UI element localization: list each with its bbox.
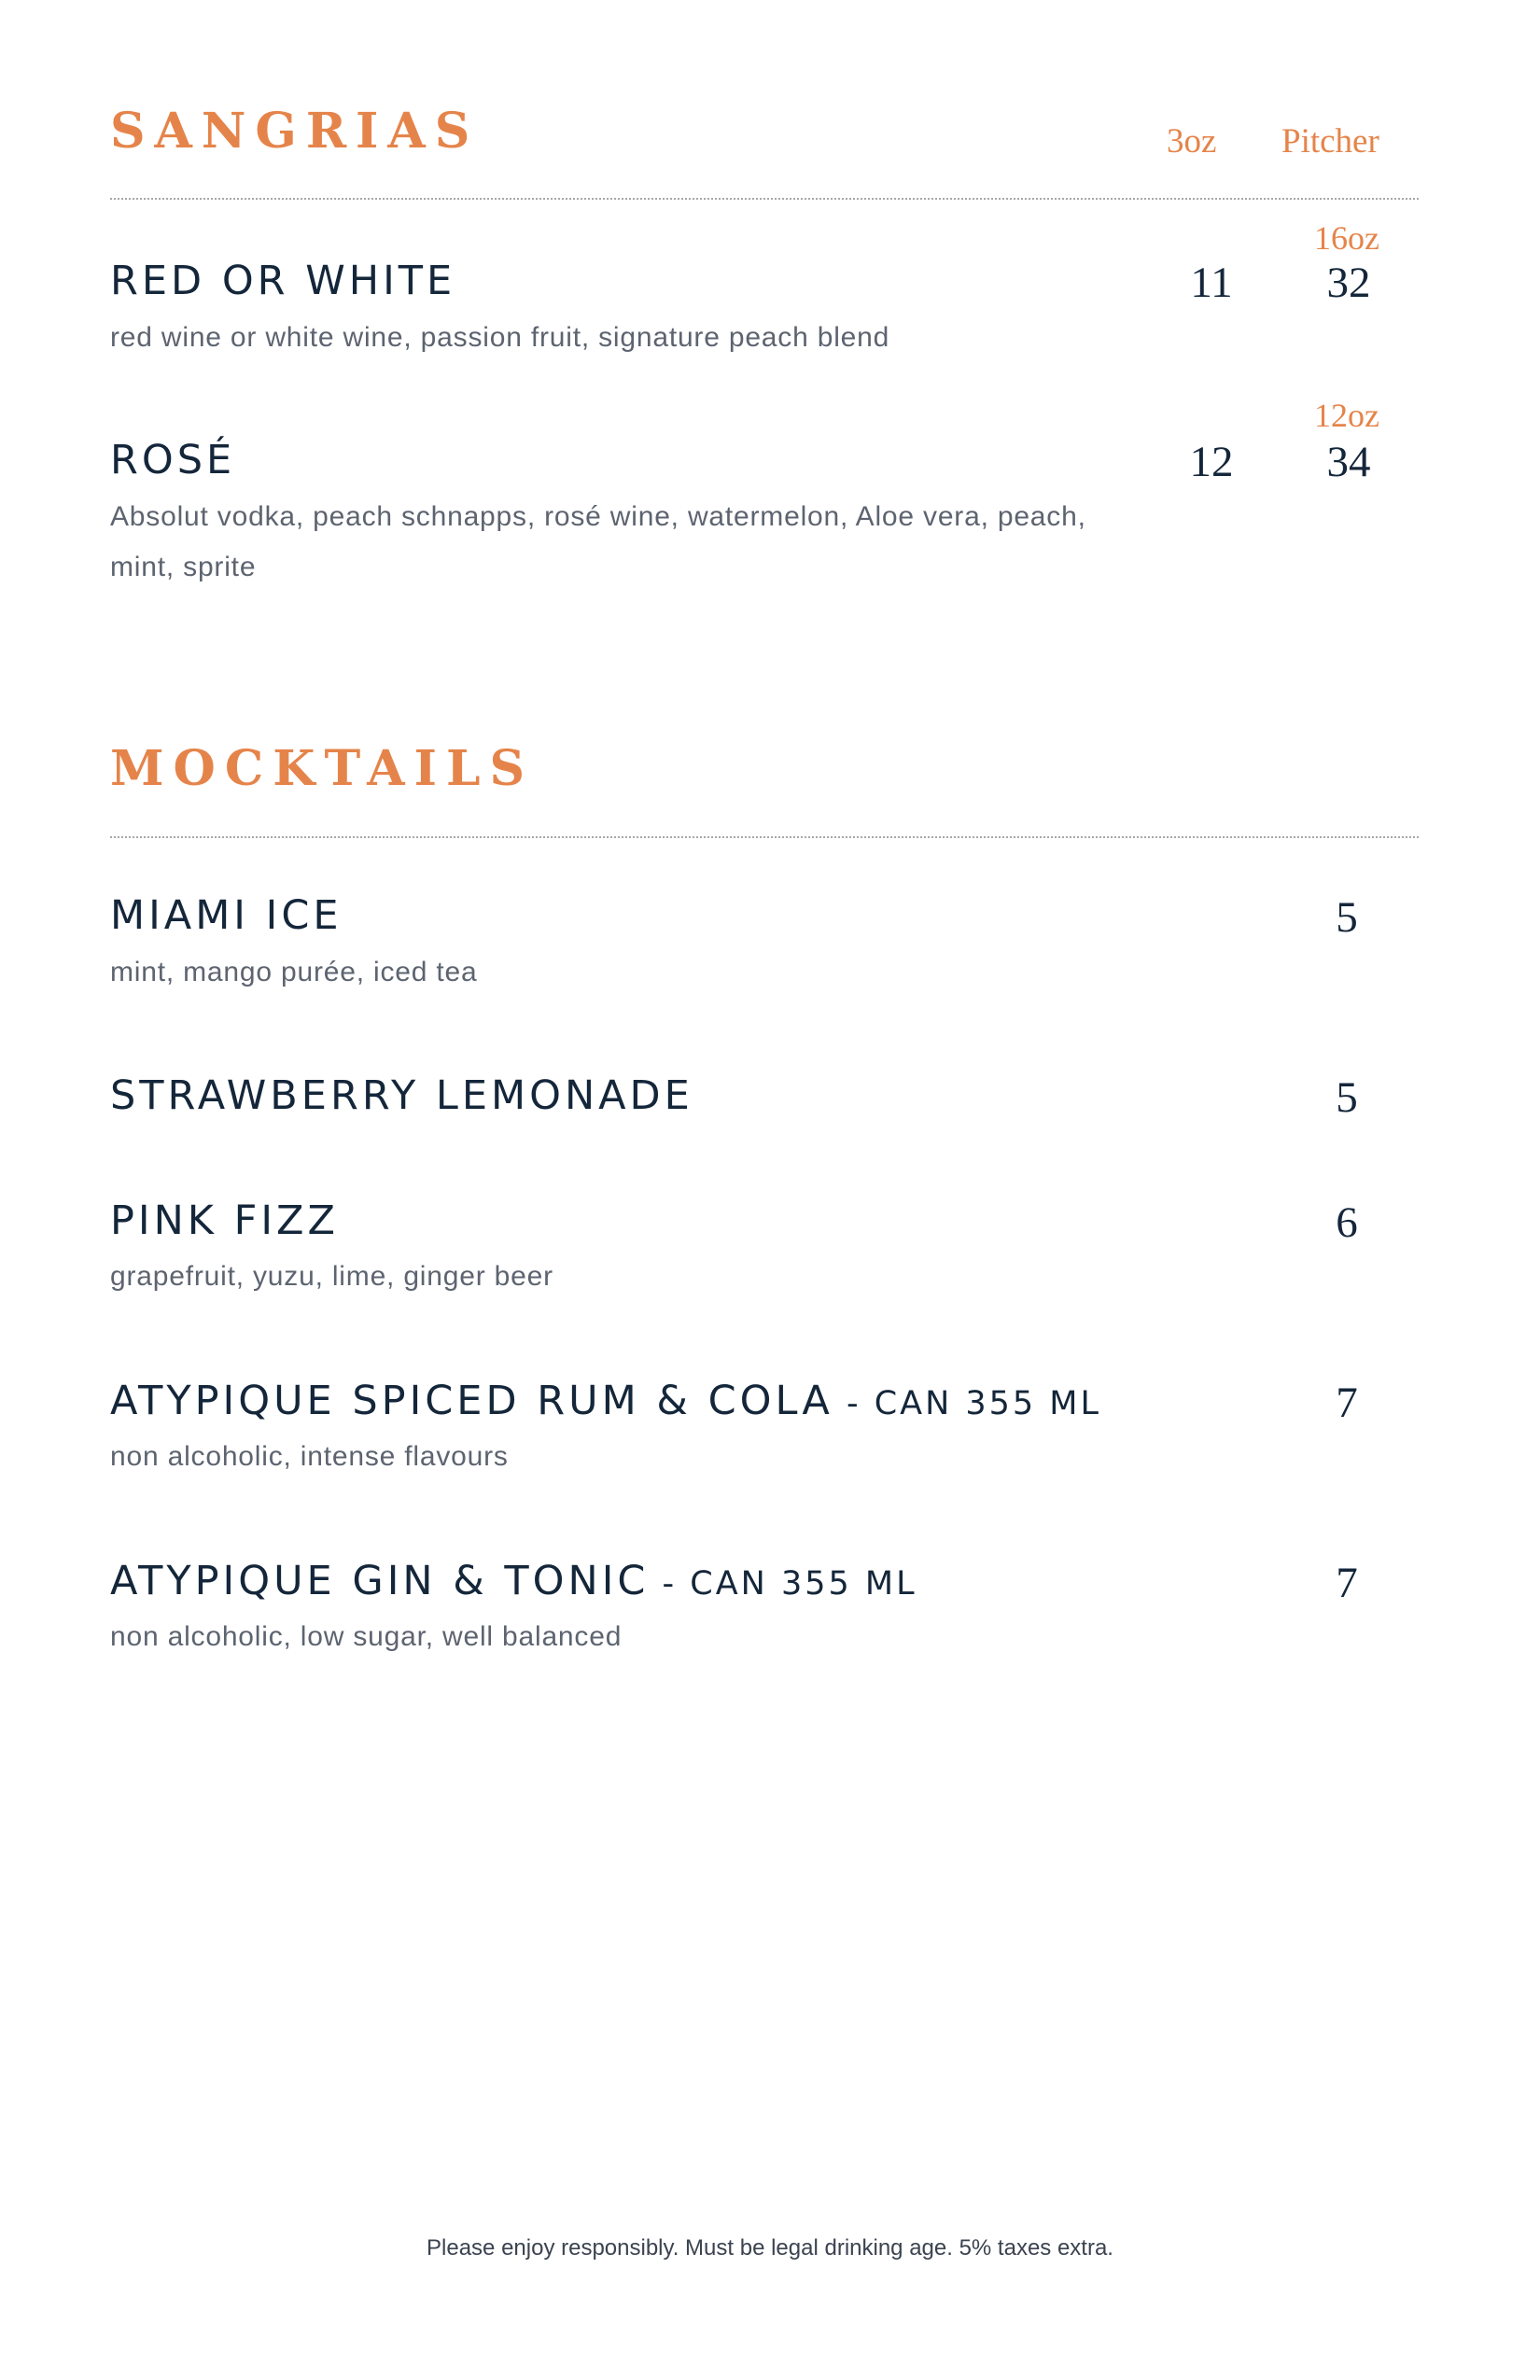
item-name-main: ATYPIQUE GIN & TONIC [110,1558,650,1604]
pitcher-size: 12oz [1314,397,1379,434]
item-format: - CAN 355 ML [833,1385,1102,1422]
item-name [110,1378,1102,1424]
section-title-mocktails: MOCKTAILS [110,740,535,797]
item-description: non alcoholic, low sugar, well balanced [110,1621,623,1652]
item-description: red wine or white wine, passion fruit, signature peach blend [110,322,890,353]
price-pitcher: 32 [1326,259,1371,307]
item-name: ROSÉ [110,437,236,483]
price-pitcher: 34 [1326,438,1371,486]
item-description: grapefruit, yuzu, lime, ginger beer [110,1261,553,1292]
footer-disclaimer: Please enjoy responsibly. Must be legal drinking age. 5% taxes extra. [427,2235,1113,2261]
item-name: RED OR WHITE [110,258,456,304]
item-description: non alcoholic, intense flavours [110,1441,509,1472]
item-price: 6 [1336,1198,1358,1247]
item-name-main: ATYPIQUE SPICED RUM & COLA [110,1378,833,1424]
item-price: 5 [1336,1073,1358,1122]
column-header-pitcher: Pitcher [1281,122,1379,161]
item-price: 7 [1336,1559,1358,1607]
item-name: PINK FIZZ [110,1197,339,1244]
column-header-3oz: 3oz [1167,122,1217,161]
item-price: 5 [1336,893,1358,942]
item-name: MIAMI ICE [110,892,343,939]
item-description: Absolut vodka, peach schnapps, rosé wine, watermelon, Aloe vera, peach, mint, sprite [110,501,1086,582]
item-name: STRAWBERRY LEMONADE [110,1072,693,1119]
price-3oz: 11 [1190,259,1233,307]
item-price: 7 [1336,1379,1358,1427]
item-name [110,1558,917,1604]
section-divider-sangrias [110,198,1419,200]
price-3oz: 12 [1189,438,1234,486]
item-description: mint, mango purée, iced tea [110,957,478,987]
section-title-sangrias: SANGRIAS [110,103,480,160]
section-divider-mocktails [110,836,1419,838]
item-format: - CAN 355 ML [649,1565,917,1603]
pitcher-size: 16oz [1314,219,1379,257]
